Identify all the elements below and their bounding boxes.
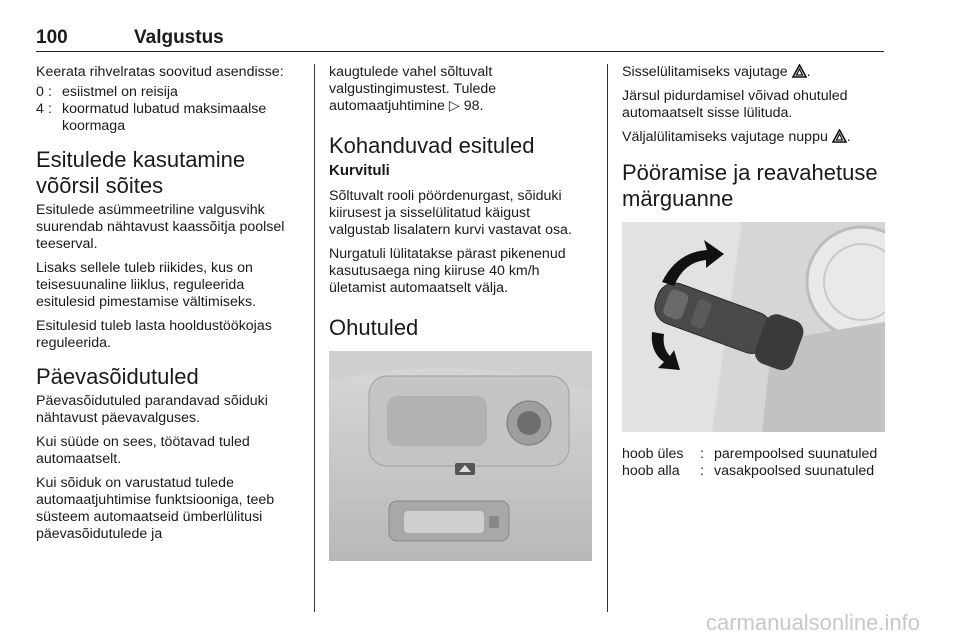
column-left [36,64,300,550]
paragraph: Kui süüde on sees, töötavad tuled automaatselt. [36,434,250,467]
hazard-lights-photo [329,351,592,561]
paragraph: Väljalülitamiseks vajutage nuppu . [622,129,851,145]
page-title: Valgustus [134,27,224,48]
paragraph: Päevasõidutuled parandavad sõiduki nähtavust päevavalguses. [36,393,268,426]
page-ref-arrow-icon: ▷ [448,98,460,114]
paragraph: kaugtulede vahel sõltuvalt valgustingimustest. Tulede automaatjuhtimine ▷ 98. [329,64,497,114]
definition-row: hoob üles : parempoolsed suunatuled [622,446,878,462]
column-middle [329,64,593,561]
watermark: carmanualsonline.info [705,610,920,635]
section-heading: Kohanduvad esituled [329,133,535,158]
section-heading: Ohutuled [329,315,419,340]
page-ref-link[interactable]: 98. [463,98,484,114]
paragraph: Esitulede asümmeetriline valgusvihk suurendab nähtavust kaassõitja poolsel teeserval. [36,202,285,252]
column-divider [314,64,315,612]
hazard-triangle-icon [792,64,807,78]
page-number: 100 [36,27,68,48]
list-item: 4 : koormatud lubatud maksimaalse koormaga [36,101,267,134]
turn-signal-lever-photo [622,222,885,432]
section-heading: Päevasõidutuled [36,364,199,389]
page-header [36,27,884,52]
column-divider [607,64,608,612]
paragraph: Esitulesid tuleb lasta hooldustöökojas reguleerida. [36,318,272,351]
paragraph: Lisaks sellele tuleb riikides, kus on teisesuunaline liiklus, reguleerida esitulesid pimestamise vältimiseks. [36,260,256,310]
section-heading: Pööramise ja reavahetuse märguanne [622,160,878,211]
paragraph: Sõltuvalt rooli pöördenurgast, sõiduki kiirusest ja sisselülitatud käigust valgustab lisalatern kurvi vastavat osa. [329,188,572,238]
paragraph: Sisselülitamiseks vajutage . [622,64,811,80]
section-heading: Esitulede kasutamine võõrsil sõites [36,147,246,198]
intro-text: Keerata rihvelratas soovitud asendisse: [36,64,284,80]
paragraph: Kui sõiduk on varustatud tulede automaatjuhtimise funktsiooniga, teeb süsteem automaatseid ümberlülitusi päevasõidutulede ja [36,475,275,542]
subsection-heading: Kurvituli [329,162,390,179]
column-right [622,64,886,480]
list-item: 0 : esiistmel on reisija [36,84,178,100]
paragraph: Järsul pidurdamisel võivad ohutuled automaatselt sisse lülituda. [622,88,848,121]
hazard-triangle-icon [832,129,847,143]
paragraph: Nurgatuli lülitatakse pärast pikenenud kasutusaega ning kiiruse 40 km/h ületamist automaatselt välja. [329,246,566,296]
definition-row: hoob alla : vasakpoolsed suunatuled [622,463,875,479]
